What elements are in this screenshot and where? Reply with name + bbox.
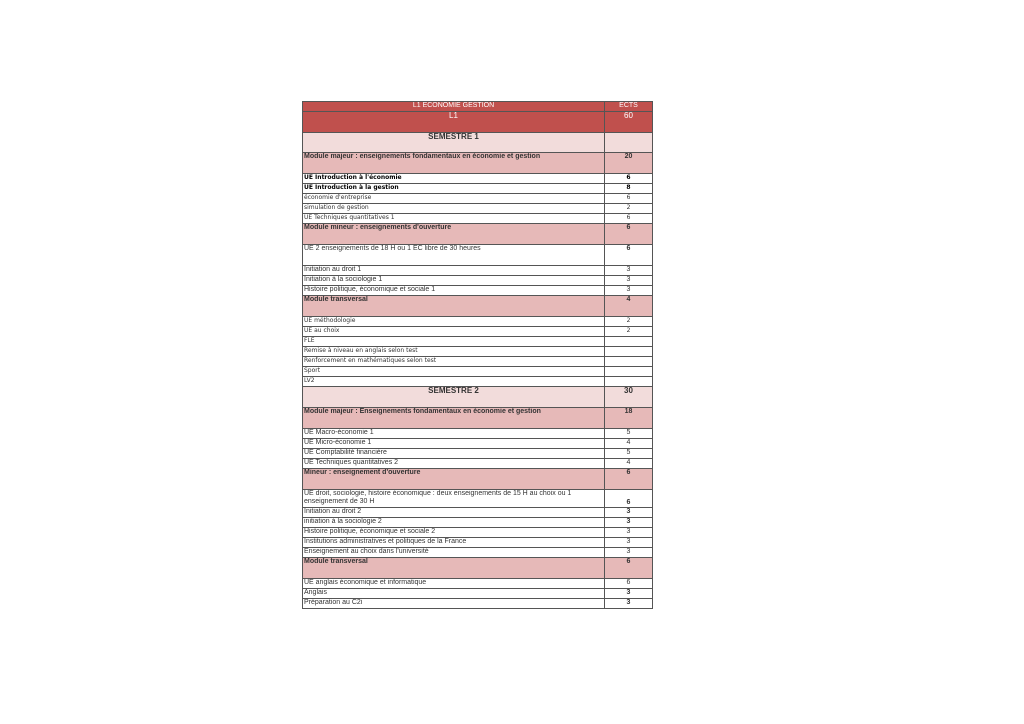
row-ects: 4 bbox=[605, 459, 653, 469]
module-row bbox=[303, 296, 653, 317]
row-label: UE anglais économique et informatique bbox=[303, 579, 605, 589]
row-label: LV2 bbox=[303, 377, 605, 387]
semester-row bbox=[303, 133, 653, 153]
row-ects: 3 bbox=[605, 518, 653, 528]
table-row bbox=[303, 327, 653, 337]
row-ects: 6 bbox=[605, 174, 653, 184]
table-title: L1 ECONOMIE GESTION bbox=[303, 102, 605, 112]
ects-header: ECTS bbox=[605, 102, 653, 112]
row-label: UE Techniques quantitatives 2 bbox=[303, 459, 605, 469]
row-ects: 4 bbox=[605, 439, 653, 449]
table-row bbox=[303, 449, 653, 459]
table-row bbox=[303, 367, 653, 377]
row-ects: 20 bbox=[605, 153, 653, 174]
row-label: Histoire politique, économique et sociale 1 bbox=[303, 286, 605, 296]
module-row bbox=[303, 469, 653, 490]
row-ects: 6 bbox=[605, 558, 653, 579]
row-label: simulation de gestion bbox=[303, 204, 605, 214]
row-label: Histoire politique, économique et sociale 2 bbox=[303, 528, 605, 538]
row-label: Remise à niveau en anglais selon test bbox=[303, 347, 605, 357]
row-label: Mineur : enseignement d'ouverture bbox=[303, 469, 605, 490]
table-row bbox=[303, 439, 653, 449]
table-row bbox=[303, 184, 653, 194]
table-row bbox=[303, 589, 653, 599]
table-row bbox=[303, 548, 653, 558]
table-row bbox=[303, 245, 653, 266]
row-ects: 3 bbox=[605, 538, 653, 548]
table-row bbox=[303, 276, 653, 286]
row-label: UE Micro-économie 1 bbox=[303, 439, 605, 449]
table-row bbox=[303, 204, 653, 214]
row-ects: 3 bbox=[605, 286, 653, 296]
table-row bbox=[303, 528, 653, 538]
row-label: UE 2 enseignements de 18 H ou 1 EC libre de 30 heures bbox=[303, 245, 605, 266]
table-row bbox=[303, 266, 653, 276]
row-ects: 18 bbox=[605, 408, 653, 429]
table-row bbox=[303, 579, 653, 589]
row-ects: 5 bbox=[605, 449, 653, 459]
table-row bbox=[303, 357, 653, 367]
table-row bbox=[303, 377, 653, 387]
row-label: Initiation au droit 2 bbox=[303, 508, 605, 518]
row-ects: 3 bbox=[605, 589, 653, 599]
row-label: FLE bbox=[303, 337, 605, 347]
row-label: UE Introduction à la gestion bbox=[303, 184, 605, 194]
table-row bbox=[303, 538, 653, 548]
row-ects: 6 bbox=[605, 490, 653, 508]
row-label: UE Comptabilité financière bbox=[303, 449, 605, 459]
table-row bbox=[303, 459, 653, 469]
module-row bbox=[303, 408, 653, 429]
row-ects: 2 bbox=[605, 327, 653, 337]
row-label: Module mineur : enseignements d'ouverture bbox=[303, 224, 605, 245]
row-ects bbox=[605, 337, 653, 347]
module-row bbox=[303, 558, 653, 579]
level-row bbox=[303, 112, 653, 133]
module-row bbox=[303, 224, 653, 245]
table-row bbox=[303, 347, 653, 357]
row-ects bbox=[605, 367, 653, 377]
row-label: UE Introduction à l'économie bbox=[303, 174, 605, 184]
row-ects: 3 bbox=[605, 599, 653, 609]
table-row bbox=[303, 337, 653, 347]
row-label: Renforcement en mathématiques selon test bbox=[303, 357, 605, 367]
table-row bbox=[303, 599, 653, 609]
row-ects: 2 bbox=[605, 317, 653, 327]
row-label: Module transversal bbox=[303, 558, 605, 579]
row-label: SEMESTRE 1 bbox=[303, 133, 605, 153]
ects-table bbox=[302, 101, 653, 609]
row-ects bbox=[605, 347, 653, 357]
table-row bbox=[303, 317, 653, 327]
row-ects: 30 bbox=[605, 387, 653, 408]
row-label: UE Techniques quantitatives 1 bbox=[303, 214, 605, 224]
row-label: UE au choix bbox=[303, 327, 605, 337]
table-row bbox=[303, 490, 653, 508]
row-label: initiation à la sociologie 2 bbox=[303, 518, 605, 528]
row-label: Anglais bbox=[303, 589, 605, 599]
row-ects bbox=[605, 377, 653, 387]
row-ects: 6 bbox=[605, 579, 653, 589]
row-ects: 8 bbox=[605, 184, 653, 194]
row-label: UE droit, sociologie, histoire économique : deux enseignements de 15 H au choix ou 1 enseignement de 30 H bbox=[303, 490, 605, 508]
row-label: UE Macro-économie 1 bbox=[303, 429, 605, 439]
row-ects: 6 bbox=[605, 224, 653, 245]
row-ects: 3 bbox=[605, 276, 653, 286]
table-row bbox=[303, 194, 653, 204]
semester-row bbox=[303, 387, 653, 408]
row-ects: 4 bbox=[605, 296, 653, 317]
row-label: Préparation au C2i bbox=[303, 599, 605, 609]
row-ects: 6 bbox=[605, 194, 653, 204]
row-label: Module transversal bbox=[303, 296, 605, 317]
table-header-row bbox=[303, 102, 653, 112]
table-row bbox=[303, 429, 653, 439]
row-ects bbox=[605, 357, 653, 367]
row-ects: 2 bbox=[605, 204, 653, 214]
level-label: L1 bbox=[303, 112, 605, 133]
table-row bbox=[303, 174, 653, 184]
table-row bbox=[303, 508, 653, 518]
row-ects: 3 bbox=[605, 548, 653, 558]
row-ects: 3 bbox=[605, 508, 653, 518]
row-ects: 6 bbox=[605, 469, 653, 490]
row-label: Initiation à la sociologie 1 bbox=[303, 276, 605, 286]
row-label: Sport bbox=[303, 367, 605, 377]
total-ects: 60 bbox=[605, 112, 653, 133]
row-ects: 6 bbox=[605, 245, 653, 266]
row-ects bbox=[605, 133, 653, 153]
row-label: Initiation au droit 1 bbox=[303, 266, 605, 276]
row-label: Module majeur : enseignements fondamentaux en économie et gestion bbox=[303, 153, 605, 174]
row-label: UE méthodologie bbox=[303, 317, 605, 327]
table-row bbox=[303, 518, 653, 528]
row-label: Institutions administratives et politiques de la France bbox=[303, 538, 605, 548]
row-label: SEMESTRE 2 bbox=[303, 387, 605, 408]
row-label: économie d'entreprise bbox=[303, 194, 605, 204]
row-ects: 3 bbox=[605, 266, 653, 276]
row-label: Module majeur : Enseignements fondamentaux en économie et gestion bbox=[303, 408, 605, 429]
table-row bbox=[303, 214, 653, 224]
row-label: Enseignement au choix dans l'université bbox=[303, 548, 605, 558]
module-row bbox=[303, 153, 653, 174]
row-ects: 5 bbox=[605, 429, 653, 439]
row-ects: 3 bbox=[605, 528, 653, 538]
table-row bbox=[303, 286, 653, 296]
row-ects: 6 bbox=[605, 214, 653, 224]
